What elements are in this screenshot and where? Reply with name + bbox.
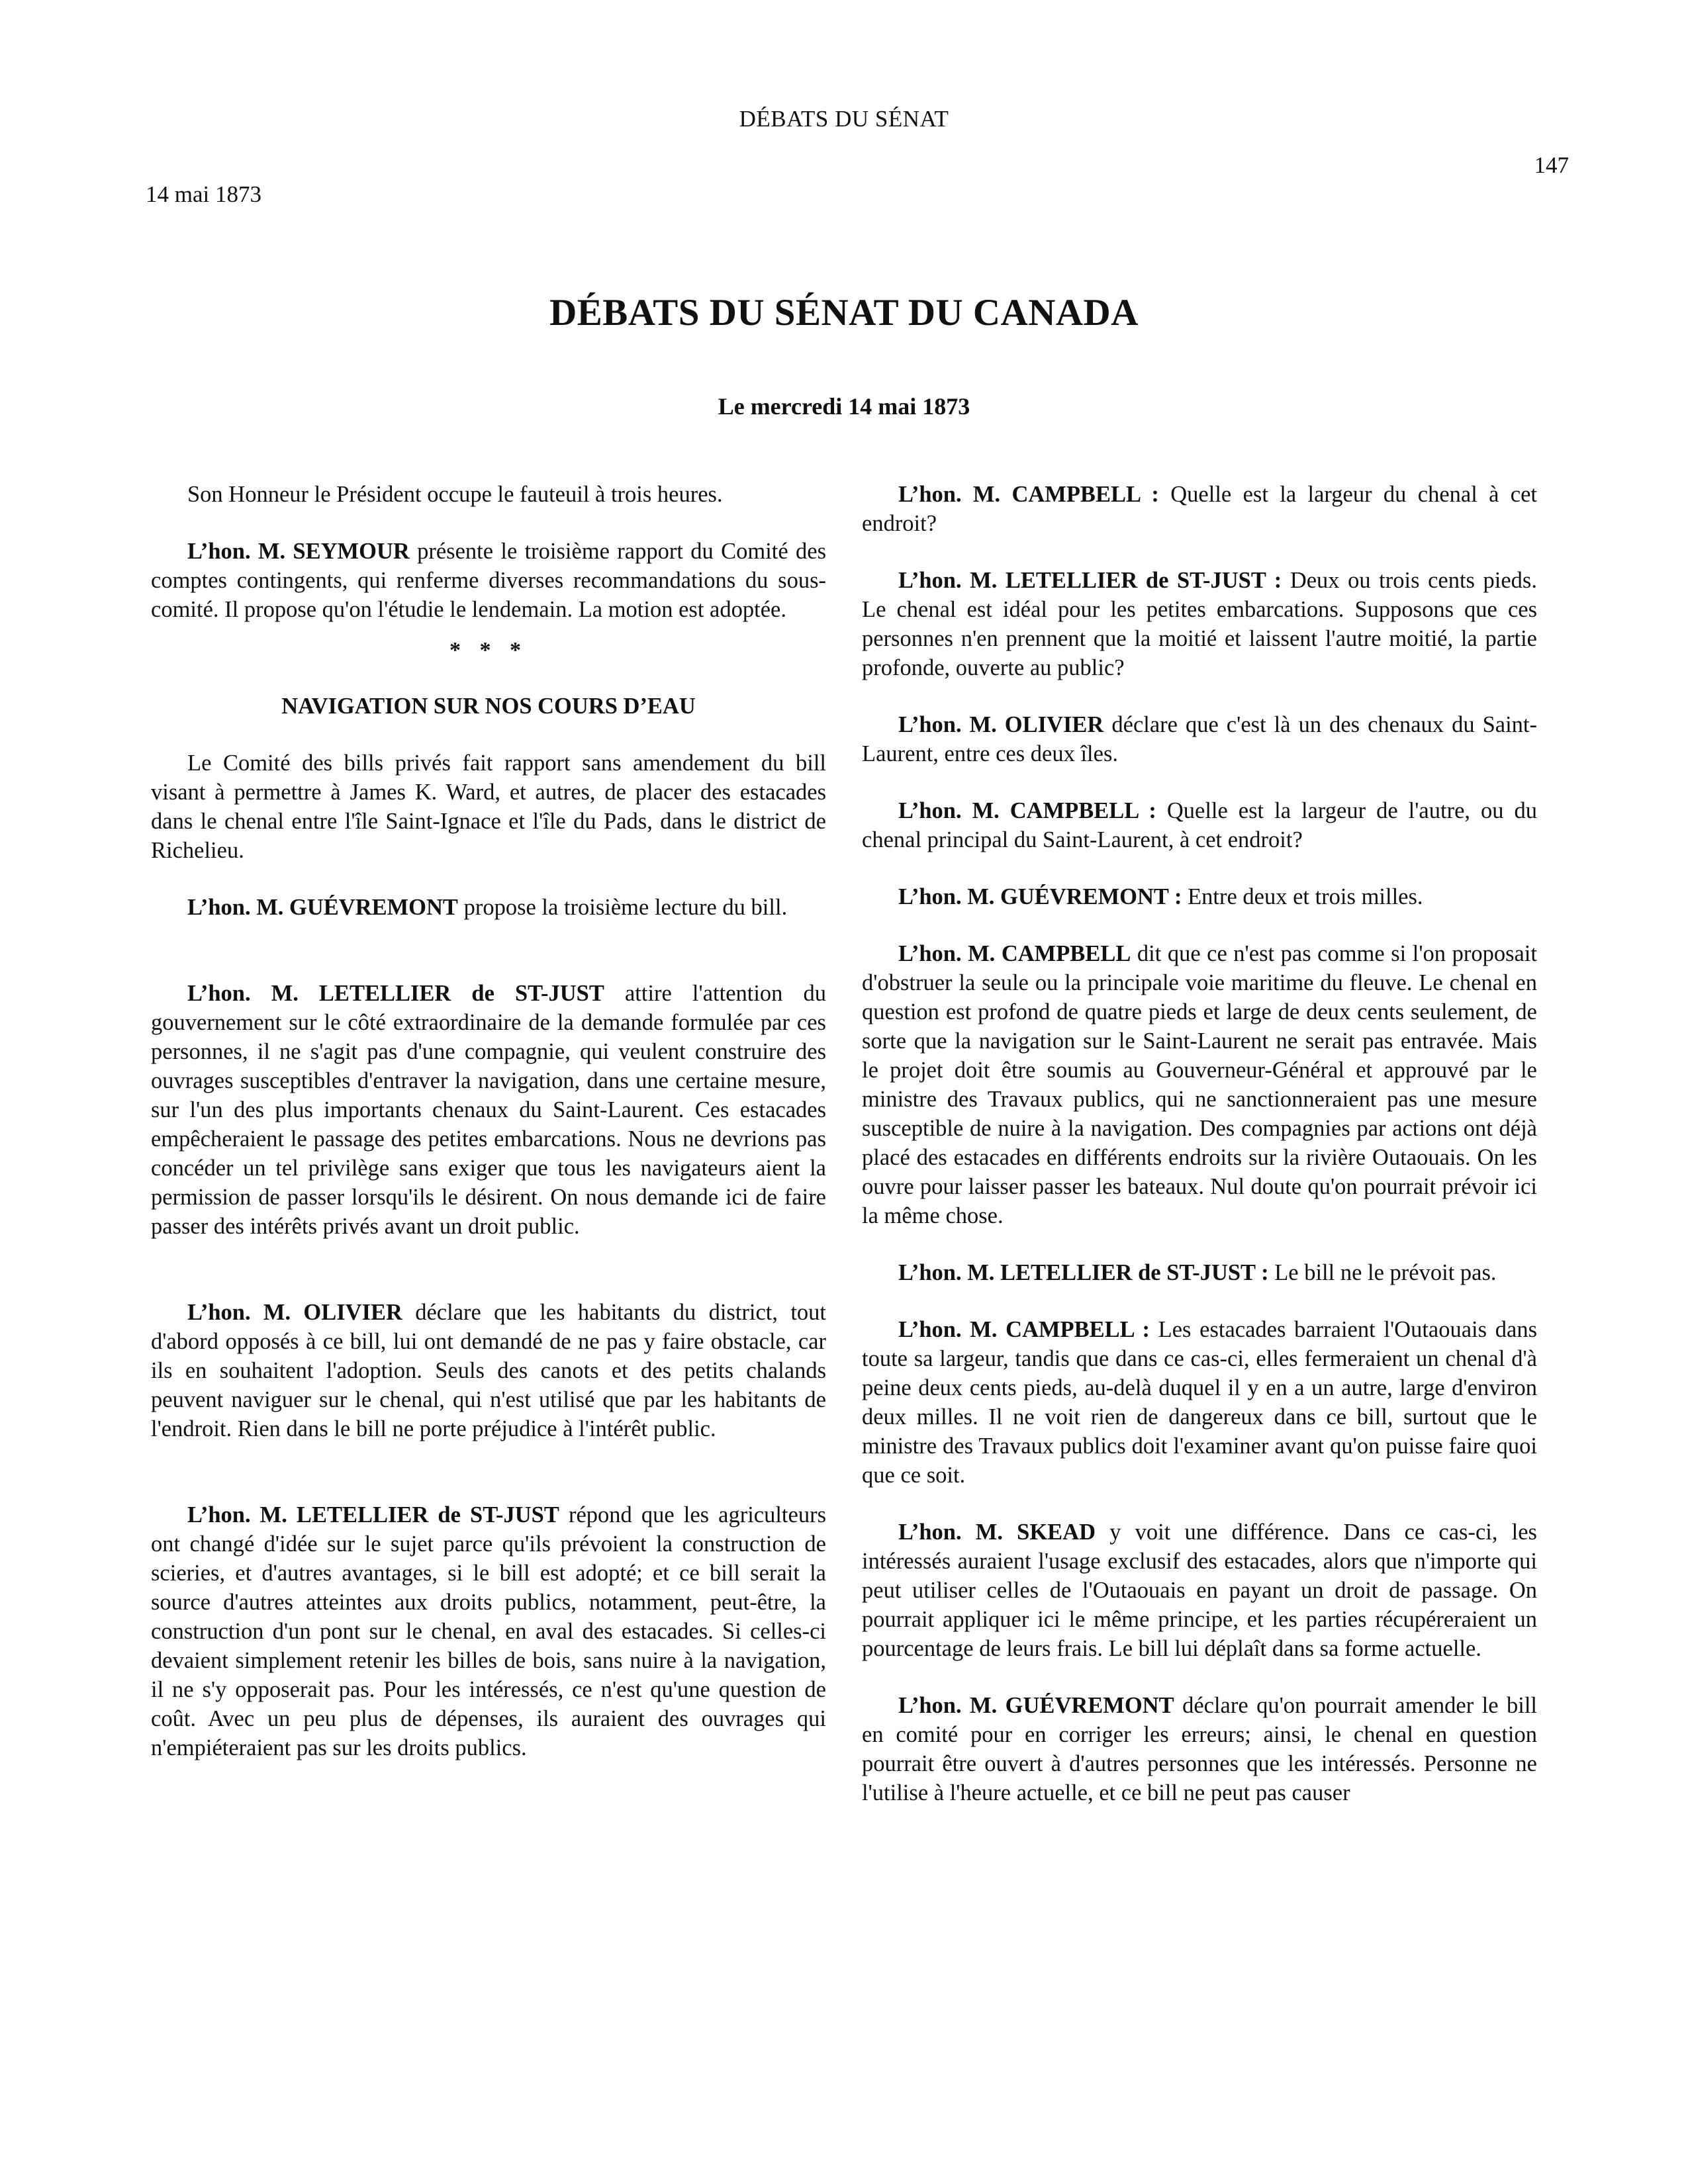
speaker-name: L’hon. M. CAMPBELL : [898,798,1156,823]
speaker-name: L’hon. M. OLIVIER [898,712,1104,737]
paragraph-text: déclare que les habitants du district, tout d'abord opposés à ce bill, lui ont demandé de ne pas y faire obstacle, car ils en souhaitent l'adoption. Seuls des canots et des petits chalands peuvent naviguer sur le chenal, qui n'est utilisé que par les habitants de l'endroit. Rien dans le bill ne porte préjudice à l'intérêt public. [151,1300,826,1441]
speaker-name: L’hon. M. CAMPBELL [898,941,1131,966]
section-separator: * * * [449,638,528,662]
paragraph [151,979,826,1241]
paragraph [151,537,826,624]
speaker-name: L’hon. M. LETELLIER de ST-JUST [187,1502,559,1527]
paragraph [862,939,1537,1230]
paragraph [151,893,826,922]
speaker-name: L’hon. M. GUÉVREMONT : [898,884,1182,909]
paragraph-text: dit que ce n'est pas comme si l'on proposait d'obstruer la seule ou la principale voie maritime du fleuve. Le chenal en question est profond de quatre pieds et large de deux cents seulement, de sorte que la navigation sur le Saint-Laurent ne serait pas entravée. Mais le projet doit être soumis au Gouverneur-Général et approuvé par le ministre des Travaux publics, qui ne sanctionneraient pas une mesure susceptible de nuire à la navigation. Des compagnies par actions ont déjà placé des estacades en différents endroits sur la rivière Outaouais. On les ouvre pour laisser passer les bateaux. Nul doute qu'on pourrait prévoir ici la même chose. [862,941,1537,1228]
paragraph-text: Le Comité des bills privés fait rapport sans amendement du bill visant à permettre à James K. Ward, et autres, de placer des estacades dans le chenal entre l'île Saint-Ignace et l'île du Pads, dans le district de Richelieu. [151,751,826,863]
paragraph [151,480,826,509]
paragraph [151,1298,826,1443]
section-heading: NAVIGATION SUR NOS COURS D’EAU [281,694,696,719]
paragraph-text: Son Honneur le Président occupe le fauteuil à trois heures. [187,482,723,507]
paragraph [862,480,1537,538]
paragraph-text: Quelle est la largeur de l'autre, ou du chenal principal du Saint-Laurent, à cet endroit? [862,798,1537,852]
paragraph-text: répond que les agriculteurs ont changé d'idée sur le sujet parce qu'ils prévoient la construction de scieries, et d'autres avantages, si le bill est adopté; et ce bill serait la source d'autres atteintes aux droits publics, notamment, peut-être, la construction d'un pont sur le chenal, en aval des estacades. Si celles-ci devaient simplement retenir les billes de bois, sans nuire à la navigation, il ne s'y opposerait pas. Pour les intéressés, ce n'est qu'une question de coût. Avec un peu plus de dépenses, ils auraient des ouvrages qui n'empiéteraient pas sur les droits publics. [151,1502,826,1760]
speaker-name: L’hon. M. CAMPBELL : [898,482,1159,507]
page-number: 147 [1534,152,1569,178]
paragraph [862,1518,1537,1663]
paragraph [862,796,1537,854]
paragraph-text: propose la troisième lecture du bill. [457,895,788,920]
left-column [151,480,826,1762]
right-column [862,480,1537,1807]
paragraph-text: Deux ou trois cents pieds. Le chenal est idéal pour les petites embarcations. Supposons que ces personnes n'en prennent que la moitié et laissent l'autre moitié, la partie profonde, ouverte au public? [862,568,1537,680]
speaker-name: L’hon. M. SEYMOUR [187,539,410,564]
paragraph-text: Entre deux et trois milles. [1182,884,1423,909]
page-title: DÉBATS DU SÉNAT DU CANADA [549,292,1139,334]
paragraph-text: y voit une différence. Dans ce cas-ci, les intéressés auraient l'usage exclusif des estacades, alors que n'importe qui peut utiliser celles de l'Outaouais en payant un droit de passage. On pourrait appliquer ici le même principe, et les parties récupéreraient un pourcentage de leurs frais. Le bill lui déplaît dans sa forme actuelle. [862,1520,1537,1661]
speaker-name: L’hon. M. GUÉVREMONT [898,1693,1174,1718]
paragraph-text: déclare qu'on pourrait amender le bill en comité pour en corriger les erreurs; ainsi, le chenal en question pourrait être ouvert à d'autres personnes que les intéressés. Personne ne l'utilise à l'heure actuelle, et ce bill ne peut pas causer [862,1693,1537,1805]
paragraph [862,566,1537,682]
paragraph [151,1500,826,1762]
paragraph [862,882,1537,911]
header-date: 14 mai 1873 [146,181,261,207]
paragraph [862,1315,1537,1490]
paragraph [862,1691,1537,1807]
paragraph-text: Le bill ne le prévoit pas. [1268,1260,1497,1285]
paragraph-text: présente le troisième rapport du Comité des comptes contingents, qui renferme diverses recommandations du sous-comité. Il propose qu'on l'étudie le lendemain. La motion est adoptée. [151,539,826,622]
paragraph-text: attire l'attention du gouvernement sur le côté extraordinaire de la demande formulée par ces personnes, il ne s'agit pas d'une compagnie, qui veulent construire des ouvrages susceptibles d'entraver la navigation, dans une certaine mesure, sur l'un des plus importants chenaux du Saint-Laurent. Ces estacades empêcheraient le passage des petites embarcations. Nous ne devrions pas concéder un tel privilège sans exiger que tous les navigateurs aient la permission de passer lorsqu'ils le désirent. On nous demande ici de faire passer des intérêts privés avant un droit public. [151,981,827,1239]
paragraph [151,749,826,865]
running-header: DÉBATS DU SÉNAT [739,106,949,132]
sitting-date: Le mercredi 14 mai 1873 [718,393,970,420]
speaker-name: L’hon. M. LETELLIER de ST-JUST : [898,1260,1269,1285]
paragraph-text: Les estacades barraient l'Outaouais dans toute sa largeur, tandis que dans ce cas-ci, elles fermeraient un chenal d'à peine deux cents pieds, au-delà duquel il y en a un autre, large d'environ deux milles. Il ne voit rien de dangereux dans ce bill, surtout que le ministre des Travaux publics doit l'examiner avant qu'on puisse faire quoi que ce soit. [862,1317,1537,1488]
speaker-name: L’hon. M. LETELLIER de ST-JUST [187,981,604,1006]
speaker-name: L’hon. M. OLIVIER [187,1300,402,1325]
paragraph-text: Quelle est la largeur du chenal à cet endroit? [862,482,1538,536]
paragraph [862,1258,1537,1287]
paragraph [862,710,1537,768]
speaker-name: L’hon. M. CAMPBELL : [898,1317,1150,1342]
speaker-name: L’hon. M. GUÉVREMONT [187,895,458,920]
paragraph-text: déclare que c'est là un des chenaux du Saint-Laurent, entre ces deux îles. [862,712,1538,766]
speaker-name: L’hon. M. SKEAD [898,1520,1096,1545]
speaker-name: L’hon. M. LETELLIER de ST-JUST : [898,568,1282,593]
